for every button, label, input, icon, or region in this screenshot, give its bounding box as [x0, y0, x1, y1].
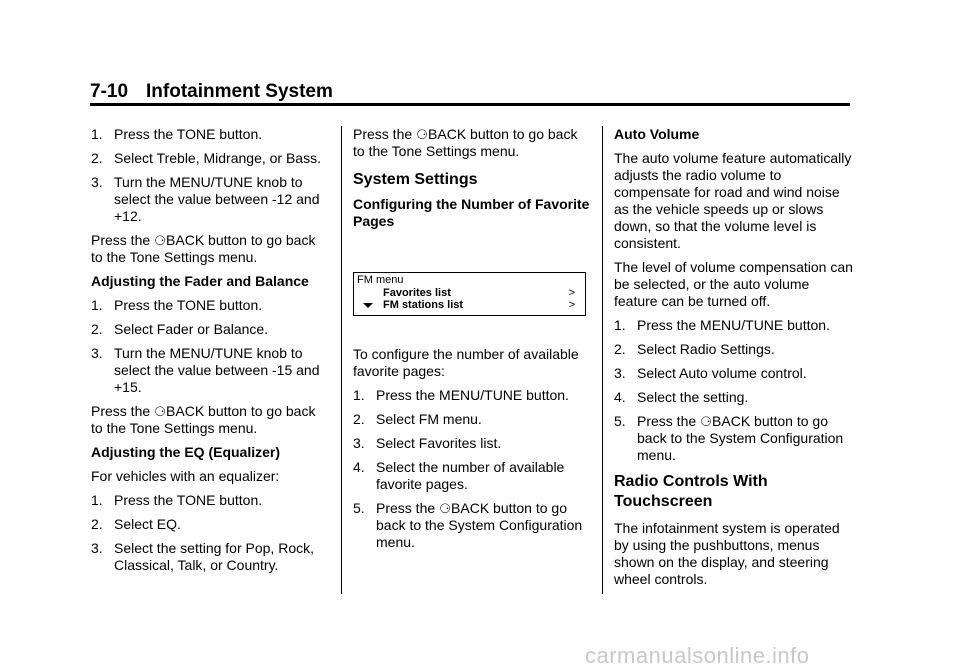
back-icon: ⚆ [700, 414, 712, 429]
back-instruction: Press the ⚆BACK button to go back to the Tone Settings menu. [91, 403, 316, 436]
eq-heading: Adjusting the EQ (Equalizer) [91, 444, 281, 460]
column-divider-2 [602, 126, 603, 594]
system-settings-heading: System Settings [353, 171, 478, 188]
configuring-heading: Configuring the Number of Favorite Pages [353, 196, 590, 229]
configure-intro: To configure the number of available favorite pages: [353, 346, 579, 379]
fm-menu-screen-illustration [353, 272, 586, 316]
page-title [90, 80, 850, 104]
back-instruction: Press the ⚆BACK button to go back to the Tone Settings menu. [353, 126, 578, 159]
list-item: 1. Press the TONE button. [91, 492, 263, 508]
list-item: 1. Press the TONE button. [91, 126, 263, 142]
list-item: 3. Turn the MENU/TUNE knob to select the value between -12 and +12. [91, 174, 320, 224]
column-2 [353, 126, 593, 558]
fader-balance-heading: Adjusting the Fader and Balance [91, 273, 309, 289]
list-item: 1. Press the MENU/TUNE button. [353, 387, 569, 403]
radio-controls-heading: Radio Controls With Touchscreen [614, 473, 768, 510]
back-instruction: Press the ⚆BACK button to go back to the Tone Settings menu. [91, 232, 316, 265]
list-item: 2. Select Treble, Midrange, or Bass. [91, 150, 321, 166]
list-item: 3. Select the setting for Pop, Rock, Classical, Talk, or Country. [91, 540, 314, 573]
list-item: 2. Select Radio Settings. [614, 341, 775, 357]
fm-menu-title: FM menu [357, 274, 404, 286]
list-item: 3. Turn the MENU/TUNE knob to select the value between -15 and +15. [91, 345, 320, 395]
chevron-right-icon: > [568, 287, 575, 299]
auto-volume-heading: Auto Volume [614, 126, 700, 142]
list-item: 1. Press the TONE button. [91, 297, 263, 313]
list-item: 2. Select FM menu. [353, 411, 482, 427]
eq-intro: For vehicles with an equalizer: [91, 468, 280, 484]
back-icon: ⚆ [416, 127, 428, 142]
page-header [90, 80, 850, 104]
column-3 [614, 126, 854, 595]
list-item: 3. Select Auto volume control. [614, 365, 807, 381]
list-item: 5. Press the ⚆BACK button to go back to the System Configuration menu. [353, 500, 583, 550]
fm-menu-row: Favorites list > [383, 287, 575, 299]
column-divider-1 [341, 126, 342, 594]
fm-menu-row: FM stations list > [383, 299, 575, 311]
section-title: Infotainment System [146, 81, 333, 102]
auto-volume-paragraph: The auto volume feature automatically adjusts the radio volume to compensate for road and wind noise as the vehicle speeds up or slows down, so that the volume level is consistent. [614, 150, 852, 251]
column-1 [91, 126, 331, 581]
back-icon: ⚆ [154, 404, 166, 419]
radio-controls-paragraph: The infotainment system is operated by using the pushbuttons, menus shown on the display, and steering wheel controls. [614, 520, 840, 587]
selection-cursor-icon [363, 303, 373, 308]
page-number: 7-10 [90, 81, 129, 102]
back-icon: ⚆ [154, 233, 166, 248]
list-item: 4. Select the number of available favorite pages. [353, 459, 565, 492]
watermark: carmanualsonline.info [585, 643, 810, 668]
list-item: 2. Select Fader or Balance. [91, 321, 269, 337]
list-item: 1. Press the MENU/TUNE button. [614, 317, 830, 333]
list-item: 2. Select EQ. [91, 516, 181, 532]
list-item: 3. Select Favorites list. [353, 435, 502, 451]
header-rule [90, 103, 850, 106]
auto-volume-paragraph: The level of volume compensation can be selected, or the auto volume feature can be turned off. [614, 259, 853, 309]
chevron-right-icon: > [568, 299, 575, 311]
list-item: 4. Select the setting. [614, 389, 749, 405]
back-icon: ⚆ [439, 501, 451, 516]
list-item: 5. Press the ⚆BACK button to go back to the System Configuration menu. [614, 413, 844, 463]
